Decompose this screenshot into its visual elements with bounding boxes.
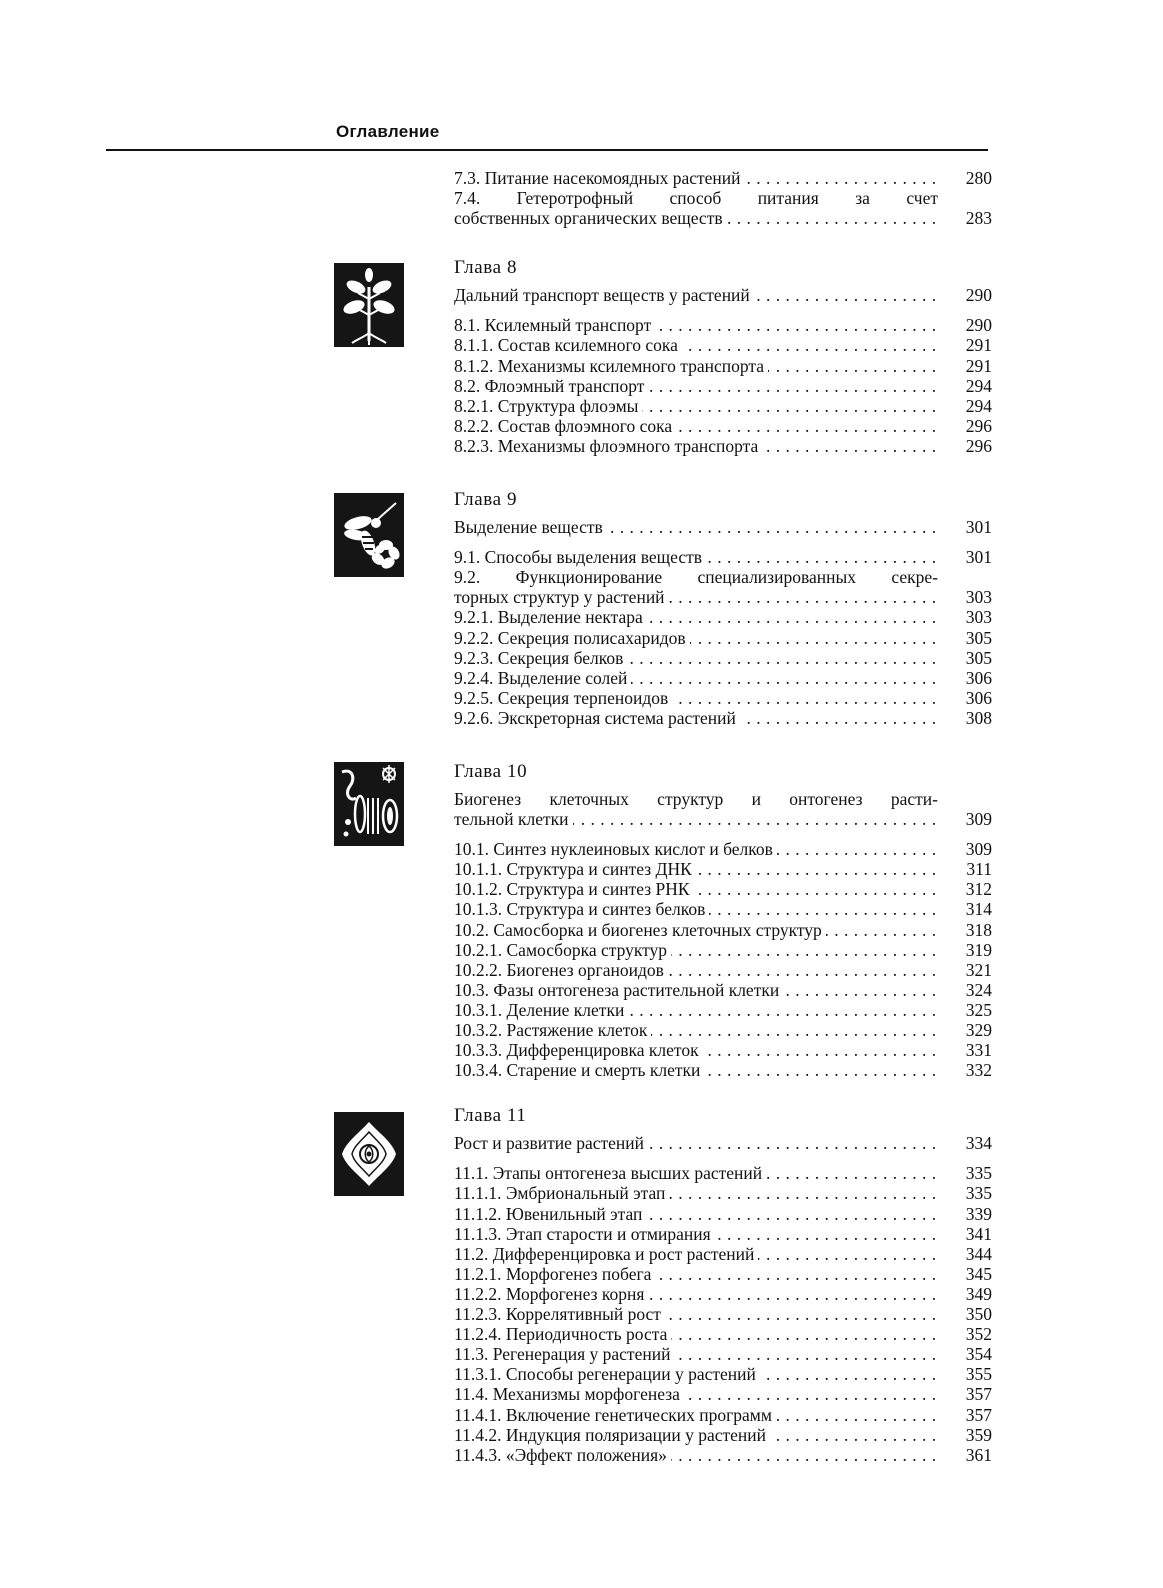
page-number: 357 (965, 1384, 992, 1405)
toc-entry-line1: 9.2. Функционирование специализированных секре- (454, 567, 938, 588)
toc-entry[interactable]: 10.3.4. Старение и смерть клетки . . . 332 (454, 1060, 992, 1080)
page-number: 324 (965, 979, 992, 1000)
toc-entry[interactable]: 11.1.2. Ювенильный этап . . . 339 (454, 1204, 992, 1224)
bee-flower-icon (334, 493, 404, 577)
toc-entry[interactable]: 10.1. Синтез нуклеиновых кислот и белков . . . 309 (454, 839, 992, 859)
header-rule (106, 149, 988, 151)
toc-entry[interactable]: торных структур у растений . . . 303 (454, 587, 992, 607)
toc-entry[interactable]: собственных органических веществ . . . 283 (454, 208, 992, 228)
page-number: 309 (965, 809, 992, 830)
page-number: 331 (965, 1040, 992, 1061)
page-number: 325 (965, 999, 992, 1020)
toc-entry[interactable]: 8.1.2. Механизмы ксилемного транспорта . . . 291 (454, 356, 992, 376)
toc-entry[interactable]: 9.1. Способы выделения веществ . . . 301 (454, 547, 992, 567)
toc-entry[interactable]: 9.2.6. Экскреторная система растений . . . 308 (454, 708, 992, 728)
chapter-heading-line1: Биогенез клеточных структур и онтогенез расти- (454, 788, 938, 809)
page-header-title: Оглавление (336, 122, 440, 141)
page-number: 309 (965, 839, 992, 860)
page-number: 355 (965, 1364, 992, 1385)
toc-entry[interactable]: 11.1. Этапы онтогенеза высших растений . . . 335 (454, 1163, 992, 1183)
page-number: 329 (965, 1020, 992, 1040)
rose-flower-icon (334, 1112, 404, 1196)
toc-entry[interactable]: 11.2. Дифференцировка и рост растений . . . 344 (454, 1244, 992, 1264)
toc-entry[interactable]: 8.1. Ксилемный транспорт . . . 290 (454, 315, 992, 335)
toc-entry[interactable]: 11.4.1. Включение генетических программ . . . 357 (454, 1405, 992, 1425)
page-number: 318 (965, 919, 992, 940)
toc-entry[interactable]: 11.2.3. Коррелятивный рост . . . 350 (454, 1304, 992, 1324)
toc-entry[interactable]: 10.3.1. Деление клетки . . . 325 (454, 1000, 992, 1020)
page-number: 319 (965, 939, 992, 960)
toc-entry[interactable]: 11.4.2. Индукция поляризации у растений . . . 359 (454, 1425, 992, 1445)
toc-entry[interactable]: 7.3. Питание насекомоядных растений . . . 280 (454, 168, 992, 188)
toc-entry[interactable]: 10.3. Фазы онтогенеза растительной клетки . . . 324 (454, 980, 992, 1000)
toc-entry[interactable]: 8.2.1. Структура флоэмы . . . 294 (454, 396, 992, 416)
toc-entry[interactable]: 10.2. Самосборка и биогенез клеточных структур . . . 318 (454, 920, 992, 940)
toc-entry[interactable]: 10.1.1. Структура и синтез ДНК . . . 311 (454, 859, 992, 879)
toc-entry[interactable]: 9.2.3. Секреция белков . . . 305 (454, 648, 992, 668)
page-number: 354 (965, 1344, 992, 1365)
page-number: 341 (965, 1223, 992, 1244)
toc-entry[interactable]: 11.1.1. Эмбриональный этап . . . 335 (454, 1183, 992, 1203)
page-number: 291 (965, 355, 992, 376)
cell-organelles-icon (334, 762, 404, 846)
page-number: 280 (965, 168, 992, 188)
chapter-title: Глава 11 (454, 1105, 527, 1127)
page-number: 311 (966, 859, 992, 880)
toc-entry[interactable]: 10.2.1. Самосборка структур . . . 319 (454, 940, 992, 960)
page-number: 303 (965, 607, 992, 628)
page-number: 283 (965, 208, 992, 229)
page-number: 294 (965, 395, 992, 416)
page-number: 312 (965, 879, 992, 900)
chapter-title: Глава 8 (454, 257, 518, 279)
toc-entry[interactable]: 11.2.2. Морфогенез корня . . . 349 (454, 1284, 992, 1304)
toc-entry[interactable]: 8.2. Флоэмный транспорт . . . 294 (454, 376, 992, 396)
toc-entry[interactable]: 11.1.3. Этап старости и отмирания . . . 341 (454, 1224, 992, 1244)
page-number: 321 (965, 959, 992, 980)
chapter-title: Глава 10 (454, 760, 528, 782)
toc-entry[interactable]: 10.3.2. Растяжение клеток . . . 329 (454, 1020, 992, 1040)
page-number: 345 (965, 1263, 992, 1284)
page-number: 306 (965, 687, 992, 708)
toc-entry[interactable]: 10.2.2. Биогенез органоидов . . . 321 (454, 960, 992, 980)
table-of-contents (454, 168, 992, 1465)
page-number: 296 (965, 435, 992, 456)
page-number: 306 (965, 667, 992, 688)
page-number: 349 (965, 1283, 992, 1304)
page-number: 335 (965, 1183, 992, 1204)
toc-entry[interactable]: 9.2.1. Выделение нектара . . . 303 (454, 607, 992, 627)
page-number: 291 (965, 335, 992, 356)
page-number: 359 (965, 1424, 992, 1445)
toc-entry-line1: 7.4. Гетеротрофный способ питания за счет (454, 188, 938, 209)
page-number: 301 (965, 547, 992, 568)
toc-entry[interactable]: 11.4.3. «Эффект положения» . . . 361 (454, 1445, 992, 1465)
page-number: 314 (965, 899, 992, 920)
chapter-heading[interactable]: Выделение веществ . . . 301 (454, 517, 992, 537)
page-number: 334 (965, 1133, 992, 1154)
toc-entry[interactable]: 8.1.1. Состав ксилемного сока . . . 291 (454, 335, 992, 355)
toc-entry[interactable]: 8.2.3. Механизмы флоэмного транспорта . . . 296 (454, 436, 992, 456)
toc-entry[interactable]: 10.1.2. Структура и синтез РНК . . . 312 (454, 879, 992, 899)
toc-entry[interactable]: 11.2.1. Морфогенез побега . . . 345 (454, 1264, 992, 1284)
page-number: 361 (965, 1444, 992, 1465)
page-number: 352 (965, 1324, 992, 1345)
chapter-title: Глава 9 (454, 489, 518, 511)
page-number: 357 (965, 1404, 992, 1425)
page-number: 344 (965, 1243, 992, 1264)
page-number: 350 (965, 1304, 992, 1325)
page-number: 294 (965, 375, 992, 396)
toc-entry[interactable]: 11.2.4. Периодичность роста . . . 352 (454, 1324, 992, 1344)
chapter-heading[interactable]: Дальний транспорт веществ у растений . . . 290 (454, 285, 992, 305)
chapter-heading[interactable]: Рост и развитие растений . . . 334 (454, 1133, 992, 1153)
toc-entry[interactable]: 9.2.4. Выделение солей . . . 306 (454, 668, 992, 688)
page-number: 339 (965, 1203, 992, 1224)
toc-entry[interactable]: 10.3.3. Дифференцировка клеток . . . 331 (454, 1040, 992, 1060)
page-number: 296 (965, 415, 992, 436)
chapter-heading[interactable]: тельной клетки . . . 309 (454, 809, 992, 829)
page-number: 332 (965, 1060, 992, 1081)
plant-sprout-icon (334, 263, 404, 347)
toc-entry[interactable]: 11.4. Механизмы морфогенеза . . . 357 (454, 1384, 992, 1404)
toc-entry[interactable]: 10.1.3. Структура и синтез белков . . . 314 (454, 899, 992, 919)
page-number: 305 (965, 627, 992, 648)
page-number: 290 (965, 315, 992, 336)
toc-entry[interactable]: 8.2.2. Состав флоэмного сока . . . 296 (454, 416, 992, 436)
page-number: 303 (965, 587, 992, 608)
page-number: 335 (965, 1163, 992, 1184)
page-number: 308 (965, 707, 992, 728)
toc-entry[interactable]: 9.2.5. Секреция терпеноидов . . . 306 (454, 688, 992, 708)
page-number: 290 (965, 285, 992, 306)
toc-entry[interactable]: 11.3.1. Способы регенерации у растений . . . 355 (454, 1364, 992, 1384)
page-number: 301 (965, 517, 992, 538)
page-number: 305 (965, 647, 992, 668)
toc-entry[interactable]: 11.3. Регенерация у растений . . . 354 (454, 1344, 992, 1364)
toc-entry[interactable]: 9.2.2. Секреция полисахаридов . . . 305 (454, 628, 992, 648)
